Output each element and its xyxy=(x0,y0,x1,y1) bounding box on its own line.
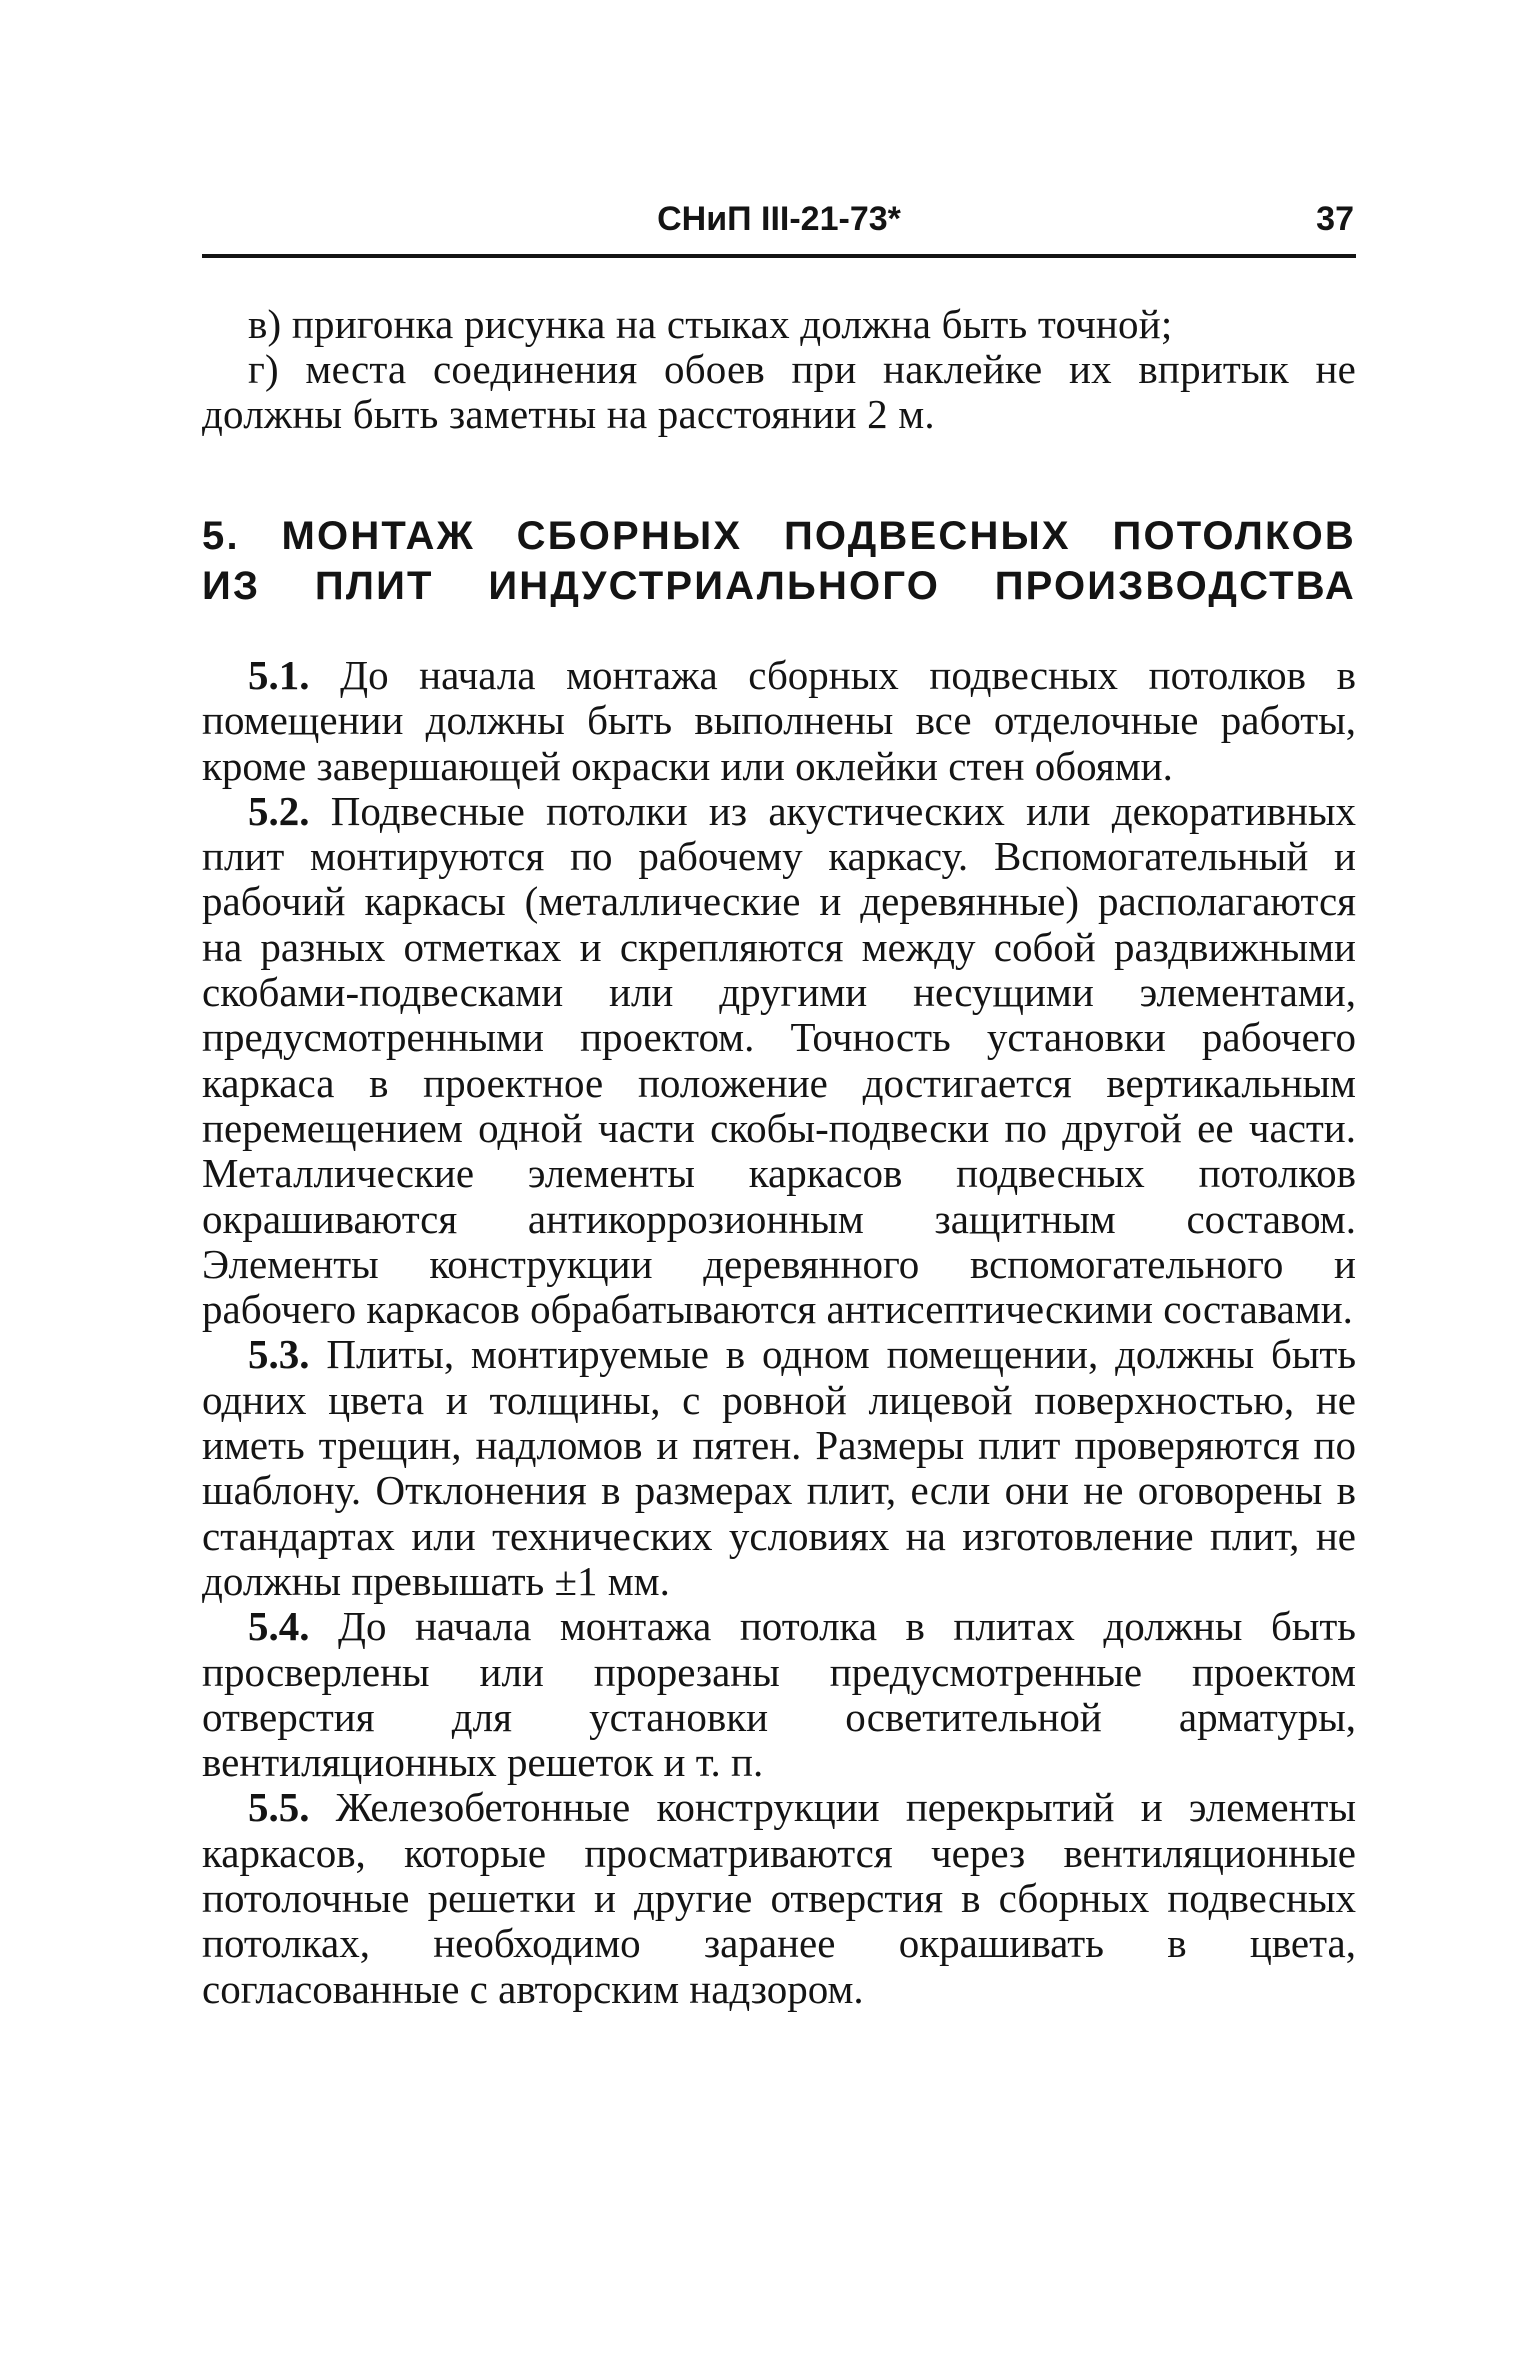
list-item-g: г) места соединения обоев при наклейке их впритык не должны быть заметны на расстоянии 2 м. xyxy=(202,346,1356,437)
list-item-v: в) пригонка рисунка на стыках должна быть точной; xyxy=(248,301,1173,347)
document-page xyxy=(202,196,1356,2012)
clause-text: До начала монтажа сборных подвесных потолков в помещении должны быть выполнены все отделочные работы, кроме завершающей окраски или оклейки стен обоями. xyxy=(202,652,1356,789)
clause-number: 5.3. xyxy=(248,1331,310,1378)
clause-number: 5.1. xyxy=(248,652,310,698)
header-rule xyxy=(202,254,1356,258)
clause-text: Плиты, монтируемые в одном помещении, должны быть одних цвета и толщины, с ровной лицевой поверхностью, не иметь трещин, надломов и пятен. Размеры плит проверяются по шаблону. Отклонения в размерах плит, если они не оговорены в стандартах или технических условиях на изготовление плит, не должны превышать ±1 мм. xyxy=(202,1331,1357,1604)
clauses-block xyxy=(202,653,1356,2012)
running-header xyxy=(202,196,1356,248)
clause-number: 5.4. xyxy=(248,1603,310,1650)
clause-5-3 xyxy=(202,1332,1356,1604)
clause-5-2 xyxy=(202,789,1356,1333)
clause-text: Железобетонные конструкции перекрытий и элементы каркасов, которые просматриваются через вентиляционные потолочные решетки и другие отверстия в сборных подвесных потолках, необходимо заранее окрашивать в цвета, согласованные с авторским надзором. xyxy=(202,1784,1356,2012)
intro-block xyxy=(202,302,1356,437)
page-number: 37 xyxy=(1316,200,1354,238)
clause-text: Подвесные потолки из акустических или декоративных плит монтируются по рабочему каркасу. Вспомогательный и рабочий каркасы (металлические и деревянные) располагаются на разных отметках и скрепляются между собой раздвижными скобами-подвесками или другими несущими элементами, предусмотренными проектом. Точность установки рабочего каркаса в проектное положение достигается вертикальным перемещением одной части скобы-подвески по другой ее части. Металлические элементы каркасов подвесных потолков окрашиваются антикоррозионным защитным составом. Элементы конструкции деревянного вспомогательного и рабочего каркасов обрабатываются антисептическими составами. xyxy=(202,787,1357,1333)
clause-5-1 xyxy=(202,653,1356,789)
clause-5-5 xyxy=(202,1785,1356,2011)
clause-number: 5.2. xyxy=(248,787,310,834)
document-code: СНиП III-21-73* xyxy=(657,200,901,238)
section-title-line-1: 5. МОНТАЖ СБОРНЫХ ПОДВЕСНЫХ ПОТОЛКОВ xyxy=(202,514,1356,558)
clause-5-4 xyxy=(202,1604,1356,1785)
section-title-line-2: ИЗ ПЛИТ ИНДУСТРИАЛЬНОГО ПРОИЗВОДСТВА xyxy=(202,564,1356,608)
section-title xyxy=(202,511,1356,611)
clause-text: До начала монтажа потолка в плитах должны быть просверлены или прорезаны предусмотренные проектом отверстия для установки осветительной арматуры, вентиляционных решеток и т. п. xyxy=(202,1603,1357,1786)
clause-number: 5.5. xyxy=(248,1784,310,1831)
